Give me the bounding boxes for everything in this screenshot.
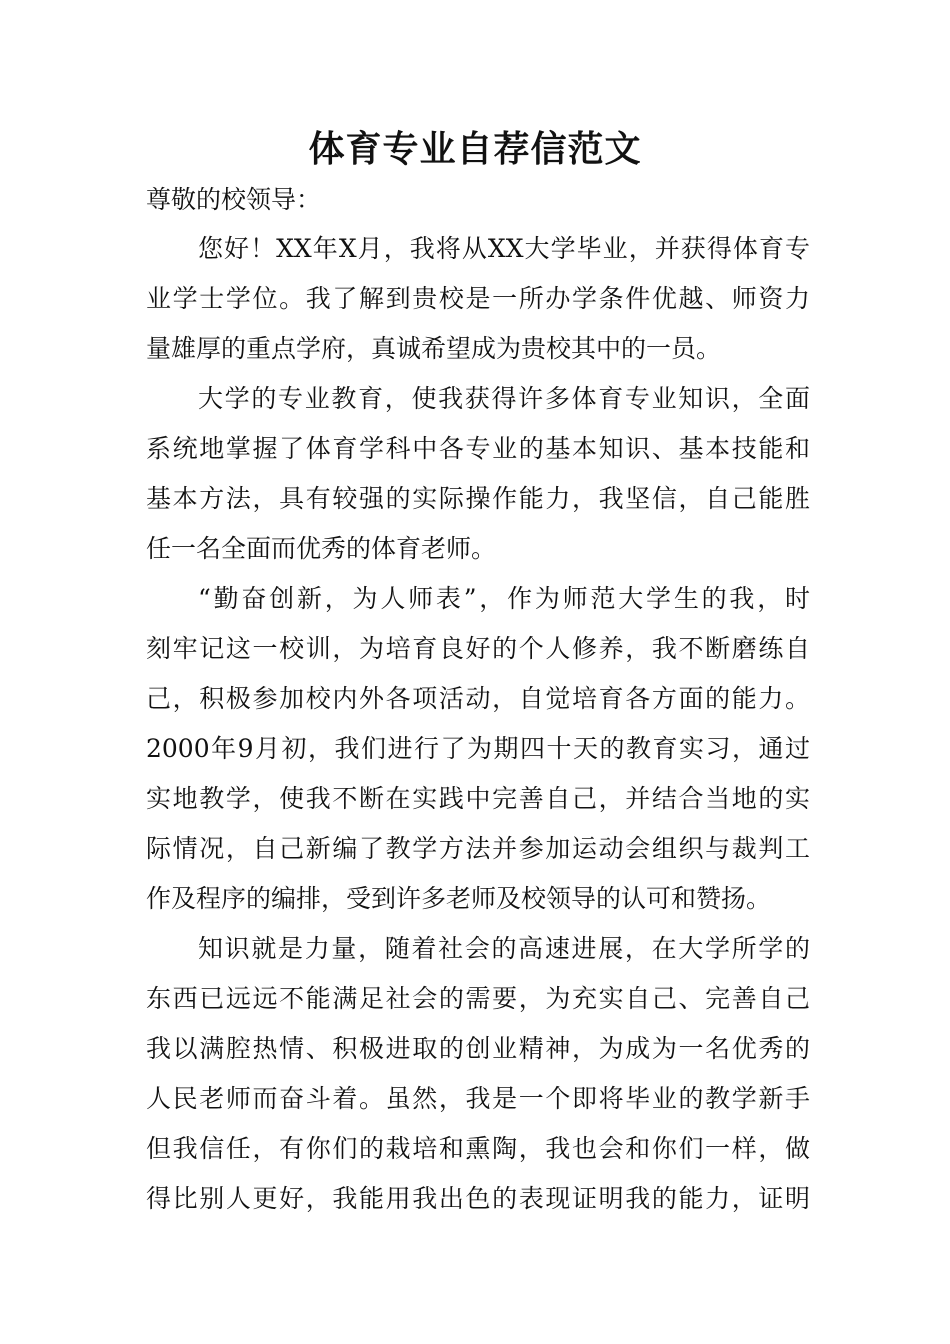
body-line: 业学士学位。我了解到贵校是一所办学条件优越、师资力 <box>146 284 810 313</box>
body-line: 您好！XX年X月，我将从XX大学毕业，并获得体育专 <box>198 234 810 263</box>
body-line: 际情况，自己新编了教学方法并参加运动会组织与裁判工 <box>146 834 810 863</box>
body-line: 大学的专业教育，使我获得许多体育专业知识，全面 <box>198 384 810 413</box>
body-line: 系统地掌握了体育学科中各专业的基本知识、基本技能和 <box>146 434 810 463</box>
body-line: 2000年9月初，我们进行了为期四十天的教育实习，通过 <box>146 734 810 763</box>
body-line: 实地教学，使我不断在实践中完善自己，并结合当地的实 <box>146 784 810 813</box>
body-line: 得比别人更好，我能用我出色的表现证明我的能力，证明 <box>146 1184 810 1213</box>
body-line: 任一名全面而优秀的体育老师。 <box>146 534 497 563</box>
body-line: 己，积极参加校内外各项活动，自觉培育各方面的能力。 <box>146 684 810 713</box>
body-line: 知识就是力量，随着社会的高速进展，在大学所学的 <box>198 934 810 963</box>
body-line: 刻牢记这一校训，为培育良好的个人修养，我不断磨练自 <box>146 634 810 663</box>
body-line: 作及程序的编排，受到许多老师及校领导的认可和赞扬。 <box>146 884 772 913</box>
document-title: 体育专业自荐信范文 <box>308 129 642 170</box>
body-line: “勤奋创新，为人师表”，作为师范大学生的我，时 <box>198 584 810 613</box>
salutation: 尊敬的校领导： <box>146 185 322 214</box>
body-line: 但我信任，有你们的栽培和熏陶，我也会和你们一样，做 <box>146 1134 810 1163</box>
body-line: 量雄厚的重点学府，真诚希望成为贵校其中的一员。 <box>146 334 722 363</box>
body-line: 基本方法，具有较强的实际操作能力，我坚信，自己能胜 <box>146 484 810 513</box>
body-line: 人民老师而奋斗着。虽然，我是一个即将毕业的教学新手 <box>146 1084 810 1113</box>
body-line: 我以满腔热情、积极进取的创业精神，为成为一名优秀的 <box>146 1034 810 1063</box>
body-line: 东西已远远不能满足社会的需要，为充实自己、完善自己 <box>146 984 810 1013</box>
